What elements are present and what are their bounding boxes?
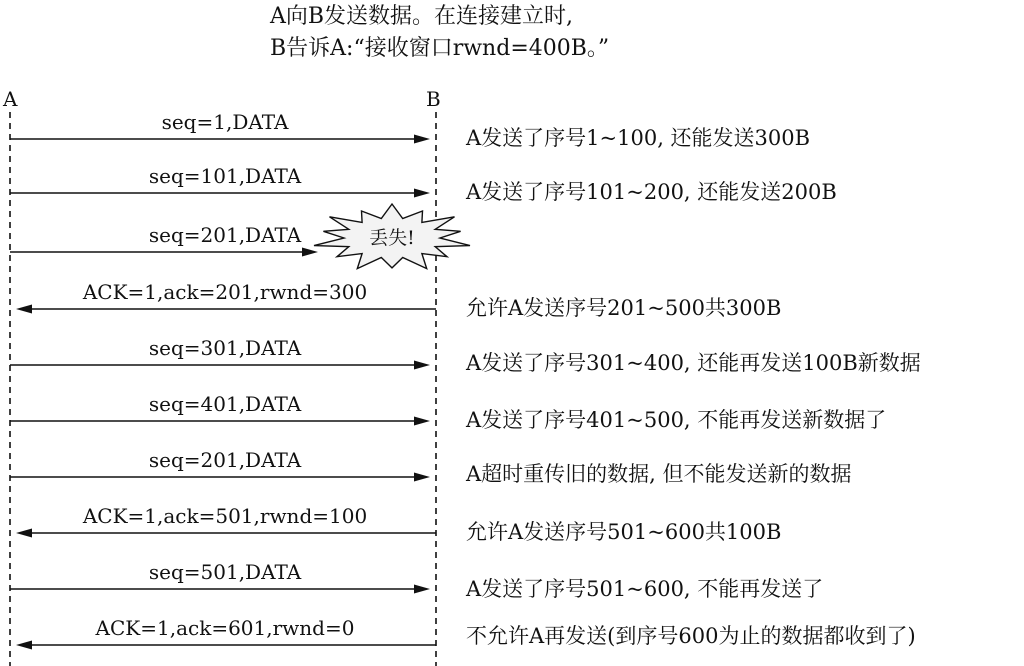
header-line-1: A向B发送数据。在连接建立时,: [270, 4, 574, 29]
loss-burst-label: 丢失!: [369, 227, 415, 249]
message-arrowhead: [414, 585, 430, 594]
message-label: seq=201,DATA: [148, 223, 302, 247]
message-arrowhead: [414, 135, 430, 144]
host-b-label: B: [426, 87, 441, 111]
message-note: A超时重传旧的数据, 但不能发送新的数据: [466, 462, 852, 486]
message-note: A发送了序号501~600, 不能再发送了: [466, 577, 824, 601]
message-label: seq=201,DATA: [148, 448, 302, 472]
message-label: seq=101,DATA: [148, 164, 302, 188]
message-note: 允许A发送序号201~500共300B: [466, 296, 782, 320]
message-note: 允许A发送序号501~600共100B: [466, 520, 782, 544]
header-line-2: B告诉A:“接收窗口rwnd=400B。”: [270, 36, 610, 61]
message-label: seq=501,DATA: [148, 560, 302, 584]
message-arrowhead: [16, 641, 32, 650]
message-arrowhead: [414, 417, 430, 426]
message-label: seq=1,DATA: [161, 110, 289, 134]
message-note: 不允许A再发送(到序号600为止的数据都收到了): [466, 624, 916, 648]
message-label: seq=401,DATA: [148, 392, 302, 416]
message-label: ACK=1,ack=601,rwnd=0: [95, 616, 355, 640]
message-label: ACK=1,ack=201,rwnd=300: [82, 280, 368, 304]
message-note: A发送了序号1~100, 还能发送300B: [466, 126, 811, 150]
message-arrowhead: [16, 529, 32, 538]
message-note: A发送了序号401~500, 不能再发送新数据了: [466, 408, 887, 432]
message-arrowhead: [414, 361, 430, 370]
message-arrowhead: [414, 189, 430, 198]
message-label: seq=301,DATA: [148, 336, 302, 360]
message-arrowhead: [16, 305, 32, 314]
message-arrowhead: [414, 473, 430, 482]
message-arrowhead: [302, 248, 318, 257]
message-label: ACK=1,ack=501,rwnd=100: [82, 504, 368, 528]
host-a-label: A: [3, 87, 18, 111]
message-note: A发送了序号101~200, 还能发送200B: [466, 180, 837, 204]
message-note: A发送了序号301~400, 还能再发送100B新数据: [466, 351, 921, 375]
